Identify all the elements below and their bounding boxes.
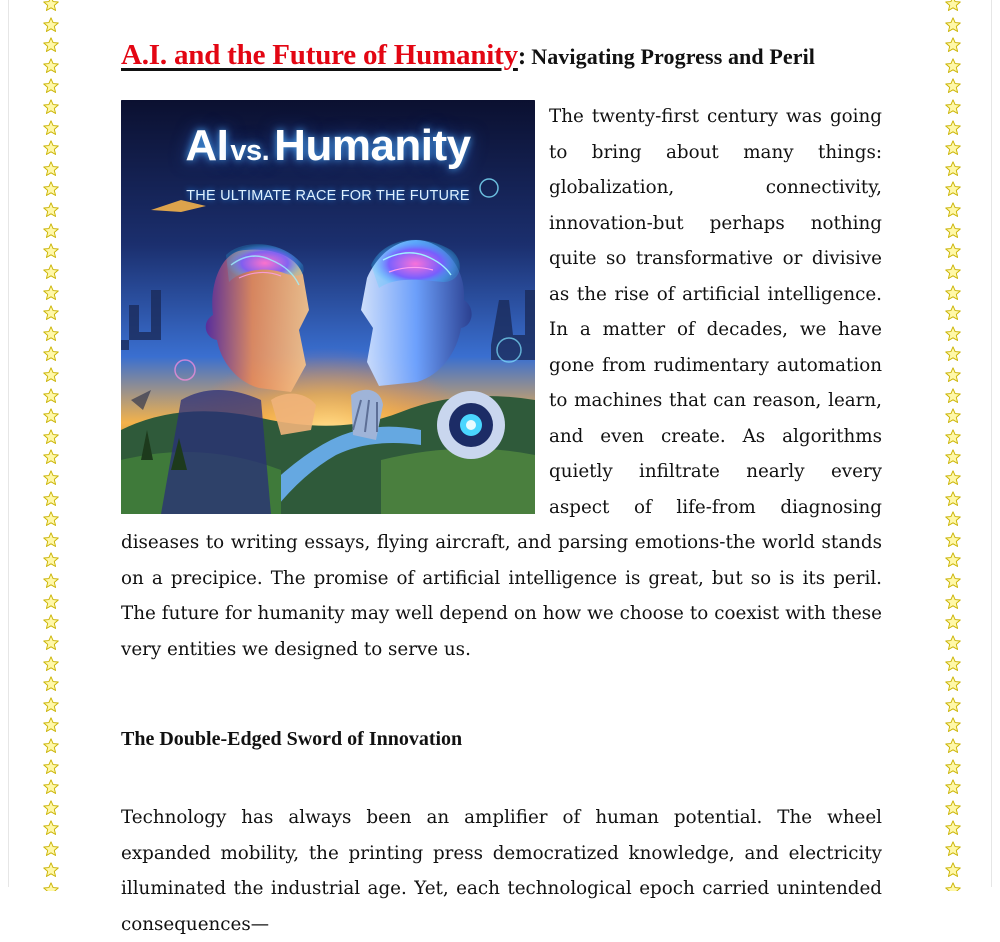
- figure-subtitle: THE ULTIMATE RACE FOR THE FUTURE: [186, 188, 470, 204]
- star-icon: [43, 717, 59, 733]
- document-body: [121, 33, 882, 942]
- star-icon: [43, 367, 59, 383]
- star-icon: [43, 511, 59, 527]
- star-icon: [945, 449, 961, 465]
- star-icon: [43, 58, 59, 74]
- star-icon: [43, 738, 59, 754]
- star-icon: [945, 140, 961, 156]
- star-icon: [43, 0, 59, 12]
- star-icon: [945, 614, 961, 630]
- star-icon: [945, 779, 961, 795]
- star-icon: [945, 738, 961, 754]
- star-icon: [43, 17, 59, 33]
- star-icon: [945, 552, 961, 568]
- star-icon: [43, 181, 59, 197]
- star-border-right: [941, 0, 965, 891]
- star-icon: [43, 491, 59, 507]
- star-icon: [945, 408, 961, 424]
- star-icon: [945, 841, 961, 857]
- star-icon: [43, 594, 59, 610]
- star-icon: [945, 285, 961, 301]
- star-icon: [43, 614, 59, 630]
- title-main: A.I. and the Future of Humanity: [121, 39, 518, 71]
- star-icon: [43, 326, 59, 342]
- star-icon: [945, 862, 961, 878]
- star-icon: [945, 656, 961, 672]
- ai-vs-humanity-figure: [121, 100, 535, 514]
- star-icon: [945, 470, 961, 486]
- figure-title-vs: vs.: [230, 135, 270, 167]
- star-icon: [945, 532, 961, 548]
- star-icon: [43, 841, 59, 857]
- star-icon: [945, 388, 961, 404]
- star-icon: [945, 717, 961, 733]
- star-icon: [945, 429, 961, 445]
- star-icon: [43, 408, 59, 424]
- star-icon: [945, 243, 961, 259]
- star-icon: [945, 202, 961, 218]
- star-icon: [43, 552, 59, 568]
- title-subtitle: Navigating Progress and Peril: [531, 44, 816, 69]
- star-icon: [43, 862, 59, 878]
- star-icon: [945, 264, 961, 280]
- star-icon: [43, 779, 59, 795]
- star-icon: [43, 285, 59, 301]
- star-icon: [43, 78, 59, 94]
- star-icon: [43, 264, 59, 280]
- star-icon: [945, 820, 961, 836]
- star-icon: [43, 573, 59, 589]
- star-icon: [945, 573, 961, 589]
- star-icon: [43, 140, 59, 156]
- figure-title-humanity: Humanity: [274, 121, 471, 170]
- star-icon: [945, 594, 961, 610]
- page-title: [121, 33, 882, 73]
- section-paragraph: Technology has always been an amplifier of human potential. The wheel expanded mobility, the printing press democratized knowledge, and electricity illuminated the industrial age. Yet, each technological epoch carried unintended consequences—: [121, 807, 882, 935]
- star-icon: [945, 800, 961, 816]
- star-icon: [945, 511, 961, 527]
- star-icon: [945, 346, 961, 362]
- star-icon: [945, 78, 961, 94]
- star-icon: [945, 223, 961, 239]
- star-icon: [43, 37, 59, 53]
- star-icon: [43, 635, 59, 651]
- star-icon: [945, 120, 961, 136]
- page-edge-right: [991, 0, 992, 887]
- star-icon: [945, 676, 961, 692]
- star-icon: [945, 367, 961, 383]
- star-icon: [945, 0, 961, 12]
- star-icon: [945, 491, 961, 507]
- star-icon: [43, 429, 59, 445]
- star-icon: [43, 305, 59, 321]
- intro-section: [121, 99, 882, 667]
- star-icon: [43, 449, 59, 465]
- star-icon: [945, 17, 961, 33]
- star-icon: [43, 346, 59, 362]
- star-icon: [43, 223, 59, 239]
- page-edge-left: [8, 0, 9, 887]
- star-icon: [945, 759, 961, 775]
- star-icon: [945, 37, 961, 53]
- figure-title-ai: AI: [185, 121, 229, 170]
- star-icon: [43, 676, 59, 692]
- star-icon: [43, 697, 59, 713]
- intro-paragraph: The twenty-first century was going to bring about many things: globalization, connectivity, innovation-but perhaps nothing quite so transformative or divisive as the rise of artificial intelligence. In a matter of decades, we have gone from rudimentary automation to machines that can reason, learn, and even create. As algorithms quietly infiltrate nearly every aspect of life-from diagnosing diseases to writing essays, flying aircraft, and parsing emotions-the world stands on a precipice. The promise of artificial intelligence is great, but so is its peril. The future for humanity may well depend on how we choose to coexist with these very entities we designed to serve us.: [121, 106, 882, 660]
- section-heading: The Double-Edged Sword of Innovation: [121, 728, 463, 750]
- star-icon: [945, 326, 961, 342]
- star-border-left: [39, 0, 63, 891]
- star-icon: [945, 305, 961, 321]
- star-icon: [43, 243, 59, 259]
- star-icon: [43, 161, 59, 177]
- star-icon: [43, 388, 59, 404]
- star-icon: [945, 99, 961, 115]
- title-colon: :: [517, 43, 527, 70]
- star-icon: [43, 99, 59, 115]
- star-icon: [43, 120, 59, 136]
- star-icon: [43, 759, 59, 775]
- star-icon: [43, 532, 59, 548]
- star-icon: [43, 470, 59, 486]
- star-icon: [945, 697, 961, 713]
- figure-title: [121, 121, 535, 170]
- star-icon: [43, 656, 59, 672]
- star-icon: [43, 202, 59, 218]
- star-icon: [43, 800, 59, 816]
- star-icon: [945, 635, 961, 651]
- star-icon: [945, 161, 961, 177]
- star-icon: [945, 181, 961, 197]
- star-icon: [43, 820, 59, 836]
- star-icon: [945, 58, 961, 74]
